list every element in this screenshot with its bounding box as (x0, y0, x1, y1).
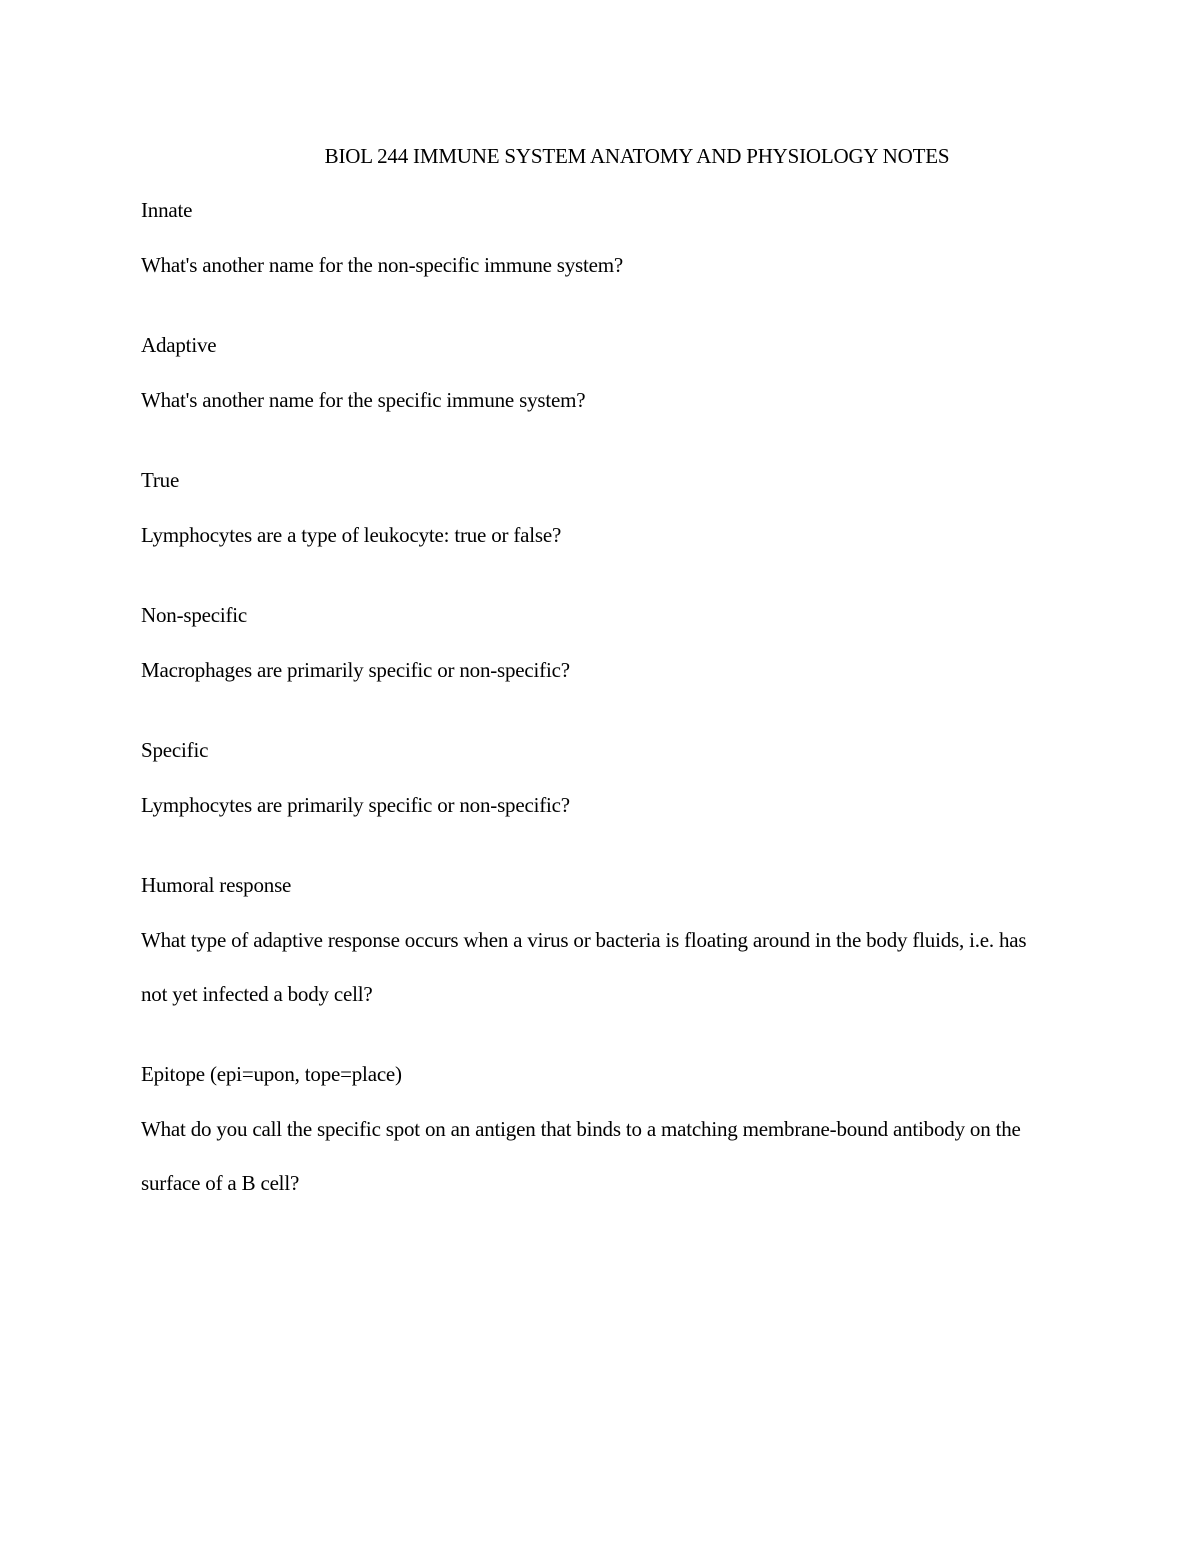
flashcard (141, 197, 1041, 292)
flashcard (141, 872, 1041, 1021)
flashcard-answer: Innate (141, 198, 193, 222)
flashcard-question: What's another name for the specific immune system? (141, 387, 586, 412)
flashcard-question: Macrophages are primarily specific or non-specific? (141, 657, 570, 682)
flashcard-answer: Epitope (epi=upon, tope=place) (141, 1062, 402, 1086)
flashcard-question: What do you call the specific spot on an antigen that binds to a matching membrane-bound antibody on the surface of a B cell? (141, 1116, 1021, 1195)
flashcard-answer: Adaptive (141, 333, 217, 357)
flashcard (141, 467, 1041, 562)
flashcard-answer: Humoral response (141, 873, 292, 897)
flashcard-question: What type of adaptive response occurs when a virus or bacteria is floating around in the body fluids, i.e. has not yet infected a body cell? (141, 927, 1027, 1006)
flashcard-question: Lymphocytes are a type of leukocyte: true or false? (141, 522, 562, 547)
flashcard-question: What's another name for the non-specific immune system? (141, 252, 624, 277)
flashcard (141, 602, 1041, 697)
flashcard-answer: Specific (141, 738, 209, 762)
flashcard (141, 332, 1041, 427)
flashcard-answer: True (141, 468, 180, 492)
flashcard-list (141, 197, 1041, 1250)
flashcard (141, 1061, 1041, 1210)
flashcard-question: Lymphocytes are primarily specific or non-specific? (141, 792, 570, 817)
flashcard (141, 737, 1041, 832)
document-title: BIOL 244 IMMUNE SYSTEM ANATOMY AND PHYSIOLOGY NOTES (324, 144, 950, 168)
flashcard-answer: Non-specific (141, 603, 248, 627)
